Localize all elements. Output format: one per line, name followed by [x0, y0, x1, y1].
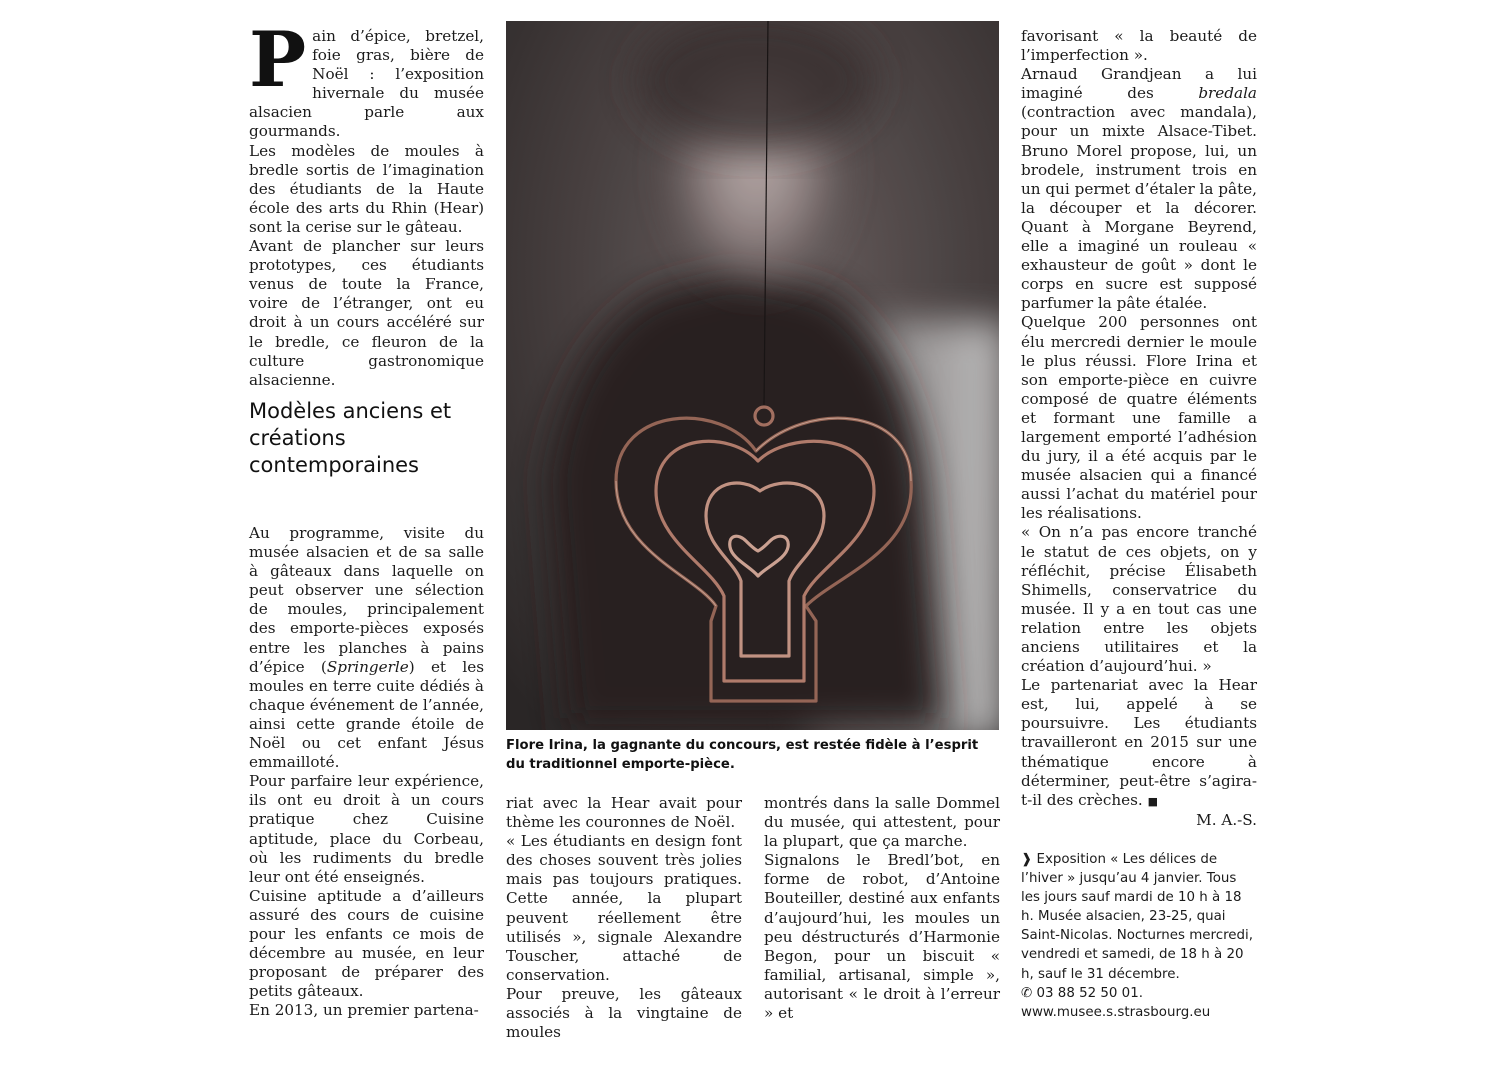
paragraph: Pour preuve, les gâteaux associés à la vingtaine de moules	[506, 984, 742, 1042]
paragraph: Avant de plancher sur leurs prototypes, ces étudiants venus de toute la France, voire de l’étranger, ont eu droit à un cours accéléré sur le bredle, ce fleuron de la culture gastronomique alsacienne.	[249, 237, 484, 389]
phone-icon: ✆	[1021, 985, 1033, 1001]
paragraph: Signalons le Bredl’bot, en forme de robot, d’Antoine Bouteiller, destiné aux enfants d’aujourd’hui, les moules un peu déstructurés d’Harmonie Begon, pour un biscuit « familial, artisanal, simple », autorisant « le droit à l’erreur » et	[764, 851, 1000, 1023]
info-marker-icon: ❱	[1021, 851, 1033, 867]
paragraph: « Les étudiants en design font des choses souvent très jolies mais pas toujours pratiques. Cette année, la plupart peuvent réellement être utilisés », signale Alexandre Touscher, attaché de conservation.	[506, 832, 742, 984]
paragraph: Pour parfaire leur expérience, ils ont eu droit à un cours pratique chez Cuisine aptitude, place du Corbeau, où les rudiments du bredle leur ont été enseignés.	[249, 772, 484, 886]
intro-paragraph: ain d’épice, bretzel, foie gras, bière de Noël : l’exposition hivernale du musée alsacien parle aux gourmands.	[249, 27, 484, 141]
phone-number: 03 88 52 50 01.	[1036, 985, 1143, 1001]
author-signature: M. A.-S.	[1196, 810, 1257, 829]
article-column-1-continued	[249, 524, 484, 1020]
paragraph: Quelque 200 personnes ont élu mercredi dernier le moule le plus réussi. Flore Irina et son emporte-pièce en cuivre composé de quatre éléments et formant une famille a largement emporté l’adhésion du jury, il a été acquis par le musée alsacien qui a financé aussi l’achat du matériel pour les réalisations.	[1021, 313, 1257, 523]
paragraph: favorisant « la beauté de l’imperfection ».	[1021, 27, 1257, 65]
emphasis-springerle: Springerle	[326, 657, 409, 676]
paragraph: Le partenariat avec la Hear est, lui, appelé à se poursuivre. Les étudiants travailleront en 2015 sur une thématique encore à déterminer, peut-être s’agira-t-il des crèches. ■	[1021, 676, 1257, 809]
article-column-1	[249, 15, 484, 390]
cookie-cutter-photo-image	[506, 21, 999, 730]
paragraph: Arnaud Grandjean a lui imaginé des bredala (contraction avec mandala), pour un mixte Alsace-Tibet. Bruno Morel propose, lui, un brodele, instrument trois en un qui permet d’étaler la pâte, la découper et la décorer. Quant à Morgane Beyrend, elle a imaginé un rouleau « exhausteur de goût » dont le corps en sucre est supposé parfumer la pâte étalée.	[1021, 65, 1257, 313]
paragraph: Au programme, visite du musée alsacien et de sa salle à gâteaux dans laquelle on peut observer une sélection de moules, principalement des emporte-pièces exposés entre les planches à pains d’épice (Springerle) et les moules en terre cuite dédiés à chaque événement de l’année, ainsi cette grande étoile de Noël ou cet enfant Jésus emmailloté.	[249, 524, 484, 772]
paragraph: « On n’a pas encore tranché le statut de ces objets, on y réfléchit, précise Élisabeth Shimells, conservatrice du musée. Il y a en tout cas une relation entre les objets anciens utilitaires et la création d’aujourd’hui. »	[1021, 523, 1257, 676]
paragraph: Les modèles de moules à bredle sortis de l’imagination des étudiants de la Haute école des arts du Rhin (Hear) sont la cerise sur le gâteau.	[249, 141, 484, 236]
paragraph: Cuisine aptitude a d’ailleurs assuré des cours de cuisine pour les enfants ce mois de décembre au musée, en leur proposant de préparer des petits gâteaux.	[249, 886, 484, 1001]
section-heading: Modèles anciens et créations contemporaines	[249, 399, 452, 477]
article-column-2	[506, 794, 742, 1042]
drop-cap: P	[249, 15, 307, 104]
end-mark-icon: ■	[1147, 794, 1158, 808]
paragraph: riat avec la Hear avait pour thème les couronnes de Noël.	[506, 794, 742, 832]
paragraph: montrés dans la salle Dommel du musée, qui attestent, pour la plupart, que ça marche.	[764, 794, 1000, 851]
article-photo	[506, 21, 999, 730]
exhibition-info	[1021, 850, 1257, 1022]
photo-caption: Flore Irina, la gagnante du concours, est restée fidèle à l’esprit du traditionnel emporte-pièce.	[506, 738, 979, 772]
article-column-4	[1021, 27, 1257, 1022]
article-column-3	[764, 794, 1000, 1023]
museum-website: www.musee.s.strasbourg.eu	[1021, 1004, 1211, 1020]
paragraph: En 2013, un premier partena-	[249, 1001, 479, 1020]
emphasis-bredala: bredala	[1198, 84, 1257, 103]
exhibition-details: Exposition « Les délices de l’hiver » jusqu’au 4 janvier. Tous les jours sauf mardi de 10 h à 18 h. Musée alsacien, 23-25, quai Saint-Nicolas. Nocturnes mercredi, vendredi et samedi, de 18 h à 20 h, sauf le 31 décembre.	[1021, 851, 1254, 982]
